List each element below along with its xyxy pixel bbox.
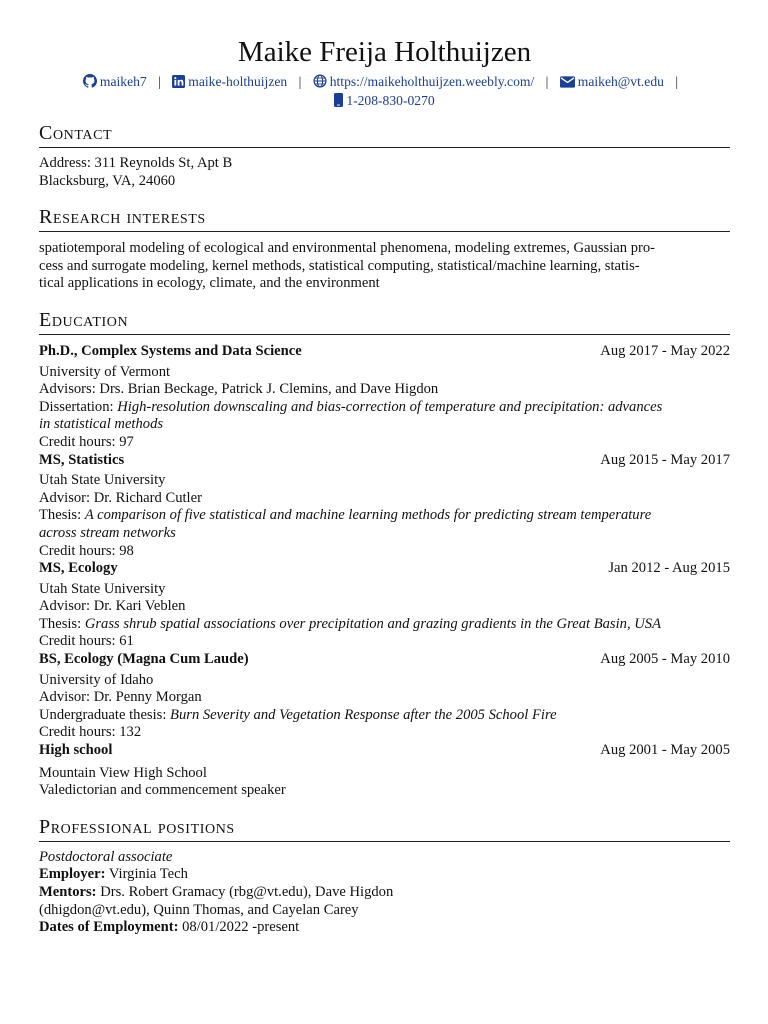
advisor-line: Advisor: Dr. Richard Cutler	[39, 489, 202, 506]
address-line-1: Address: 311 Reynolds St, Apt B	[39, 155, 233, 171]
education-entry	[39, 343, 730, 452]
credit-hours: Credit hours: 98	[39, 542, 134, 559]
degree-dates: Jan 2012 - Aug 2015	[608, 560, 730, 577]
employer-value: Virginia Tech	[105, 866, 188, 883]
phone-link[interactable]	[334, 93, 434, 108]
school-name: University of Vermont	[39, 363, 171, 380]
link-separator: |	[675, 74, 679, 89]
credit-hours: Credit hours: 132	[39, 724, 142, 741]
research-section	[39, 206, 730, 293]
education-entry	[39, 651, 730, 742]
github-handle: maikeh7	[99, 74, 147, 89]
degree-dates: Aug 2015 - May 2017	[600, 451, 730, 468]
positions-section	[39, 816, 730, 937]
advisor-line: Advisor: Dr. Penny Morgan	[39, 689, 202, 706]
employer-label: Employer:	[39, 866, 106, 883]
globe-icon	[313, 74, 327, 88]
email-link[interactable]	[556, 74, 667, 89]
credit-hours: Credit hours: 61	[39, 633, 134, 650]
advisor-line: Advisors: Drs. Brian Beckage, Patrick J. Clemins, and Dave Higdon	[39, 381, 439, 398]
credit-hours: Credit hours: 97	[39, 433, 134, 450]
link-separator: |	[298, 74, 302, 89]
section-title-research: Research interests	[39, 206, 730, 232]
position-role: Postdoctoral associate	[39, 848, 173, 865]
section-title-positions: Professional positions	[39, 816, 730, 842]
thesis-title-cont: across stream networks	[39, 524, 176, 541]
phone-number: 1-208-830-0270	[346, 93, 435, 108]
degree-title: High school	[39, 742, 113, 759]
research-line: cess and surrogate modeling, kernel methods, statistical computing, statistical/machine learning, statis-	[39, 257, 640, 274]
cv-name: Maike Freija Holthuijzen	[237, 36, 532, 68]
contact-section	[39, 122, 730, 190]
linkedin-icon	[172, 75, 185, 88]
education-entry	[39, 560, 730, 651]
school-name: University of Idaho	[39, 671, 154, 688]
degree-title: MS, Statistics	[39, 451, 125, 468]
link-separator: |	[158, 74, 161, 89]
education-entry	[39, 452, 730, 561]
education-entry	[39, 742, 730, 800]
cv-page	[39, 0, 730, 937]
linkedin-handle: maike-holthuijzen	[188, 74, 288, 89]
research-line: spatiotemporal modeling of ecological and environmental phenomena, modeling extremes, Gaussian pro-	[39, 240, 656, 257]
contact-links	[39, 72, 730, 110]
mobile-phone-icon	[334, 93, 343, 107]
school-name: Utah State University	[39, 580, 166, 597]
website-url: https://maikeholthuijzen.weebly.com/	[329, 74, 535, 89]
linkedin-link[interactable]	[169, 74, 291, 89]
research-text	[39, 240, 730, 293]
github-link[interactable]	[83, 74, 150, 89]
thesis-title: Grass shrub spatial associations over precipitation and grazing gradients in the Great Basin, USA	[84, 615, 661, 632]
degree-dates: Aug 2001 - May 2005	[600, 742, 730, 759]
section-title-education: Education	[39, 309, 730, 335]
thesis-label: Thesis:	[39, 507, 85, 524]
envelope-icon	[560, 76, 575, 88]
website-link[interactable]	[309, 74, 537, 89]
degree-title: Ph.D., Complex Systems and Data Science	[39, 342, 302, 359]
dates-value: 08/01/2022 -present	[178, 919, 300, 936]
mentors-value: Drs. Robert Gramacy (rbg@vt.edu), Dave Higdon	[96, 884, 394, 900]
address-line-2: Blacksburg, VA, 24060	[39, 172, 176, 189]
dates-label: Dates of Employment:	[39, 919, 179, 936]
github-icon	[83, 74, 97, 88]
thesis-label: Undergraduate thesis:	[39, 706, 171, 723]
education-section	[39, 309, 730, 800]
thesis-title: High-resolution downscaling and bias-correction of temperature and precipitation: advances	[117, 398, 663, 415]
thesis-label: Dissertation:	[39, 398, 118, 415]
degree-title: MS, Ecology	[39, 560, 118, 577]
advisor-line: Advisor: Dr. Kari Veblen	[39, 598, 186, 615]
section-title-contact: Contact	[39, 122, 730, 148]
thesis-title-cont: in statistical methods	[39, 416, 164, 433]
degree-dates: Aug 2005 - May 2010	[600, 651, 730, 668]
school-name: Utah State University	[39, 472, 166, 489]
email-address: maikeh@vt.edu	[577, 74, 664, 89]
thesis-title: A comparison of five statistical and machine learning methods for predicting stream temperature	[84, 507, 652, 524]
mentors-label: Mentors:	[39, 884, 97, 900]
degree-dates: Aug 2017 - May 2022	[600, 342, 730, 359]
thesis-title: Burn Severity and Vegetation Response after the 2005 School Fire	[170, 706, 557, 723]
link-separator: |	[545, 74, 549, 89]
thesis-label: Thesis:	[39, 615, 85, 632]
honors-note: Valedictorian and commencement speaker	[39, 782, 286, 799]
mentors-value-cont: (dhigdon@vt.edu), Quinn Thomas, and Cayelan Carey	[39, 901, 359, 918]
school-name: Mountain View High School	[39, 764, 207, 781]
degree-title: BS, Ecology (Magna Cum Laude)	[39, 651, 249, 668]
research-line: tical applications in ecology, climate, and the environment	[39, 275, 380, 292]
